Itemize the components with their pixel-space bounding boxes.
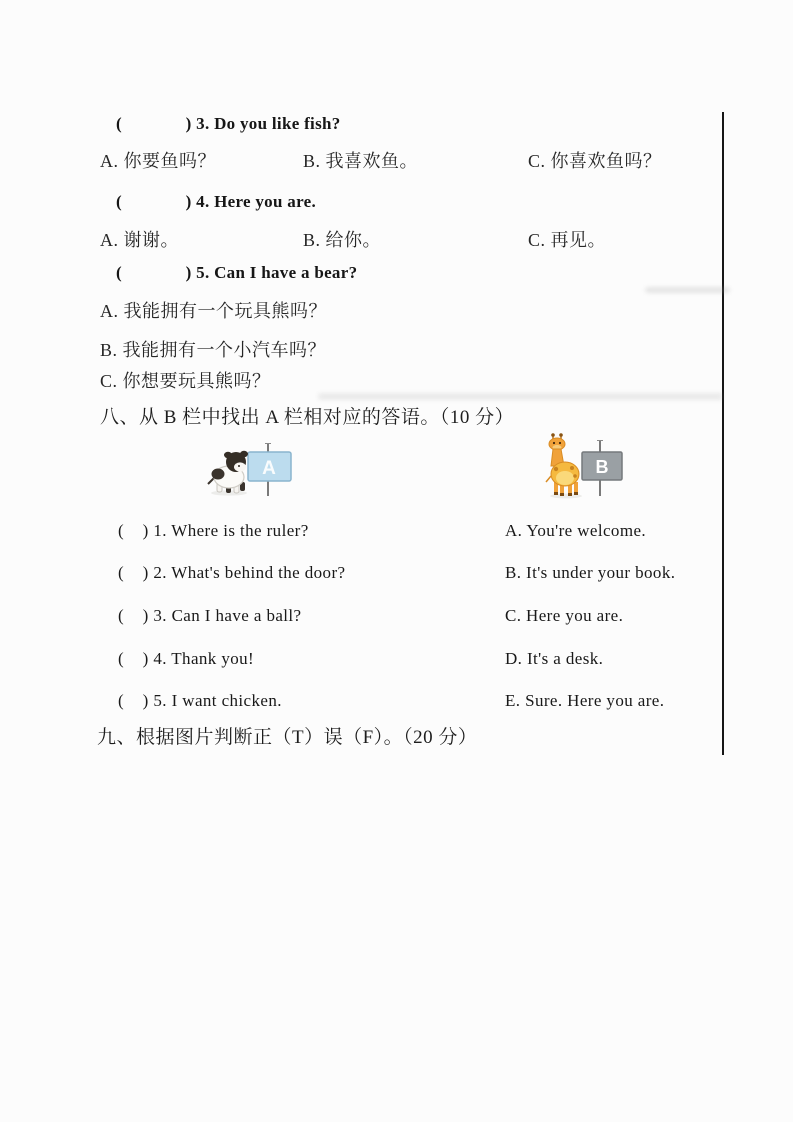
cow-icon (203, 441, 295, 499)
sign-letter-b: B (595, 457, 609, 477)
giraffe-with-sign-b-illustration (540, 432, 626, 505)
match-item-4-question: ( ) 4. Thank you! (118, 649, 255, 668)
question-5-option-c: C. 你想要玩具熊吗？ (100, 371, 271, 391)
match-item-3-question: ( ) 3. Can I have a ball? (118, 606, 302, 625)
match-item-5-question: ( ) 5. I want chicken. (118, 691, 282, 710)
page-edge-line (722, 112, 724, 755)
scan-artifact-smudge (318, 393, 723, 400)
section-9-heading: 九、根据图片判断正（T）误（F）。（20 分） (97, 727, 478, 748)
question-4-option-c: C. 再见。 (528, 230, 607, 250)
question-3-stem: ( ) 3. Do you like fish? (116, 114, 341, 133)
question-3-option-c: C. 你喜欢鱼吗？ (528, 151, 662, 171)
question-4-stem: ( ) 4. Here you are. (116, 192, 317, 211)
question-5-option-b: B. 我能拥有一个小汽车吗？ (100, 340, 327, 360)
match-item-1-question: ( ) 1. Where is the ruler? (118, 521, 309, 540)
match-item-2-answer: B. It's under your book. (505, 563, 676, 582)
question-3-option-b: B. 我喜欢鱼。 (303, 151, 419, 171)
question-4-option-a: A. 谢谢。 (100, 230, 179, 250)
match-item-2-question: ( ) 2. What's behind the door? (118, 563, 346, 582)
section-8-heading: 八、从 B 栏中找出 A 栏相对应的答语。（10 分） (100, 407, 515, 428)
question-3-option-a: A. 你要鱼吗？ (100, 151, 216, 171)
question-4-option-b: B. 给你。 (303, 230, 382, 250)
scan-artifact-smudge (645, 287, 730, 293)
question-5-stem: ( ) 5. Can I have a bear? (116, 263, 358, 282)
giraffe-icon (540, 432, 626, 500)
cow-with-sign-a-illustration (203, 441, 295, 504)
question-5-option-a: A. 我能拥有一个玩具熊吗？ (100, 301, 327, 321)
match-item-4-answer: D. It's a desk. (505, 649, 604, 668)
match-item-5-answer: E. Sure. Here you are. (505, 691, 665, 710)
match-item-1-answer: A. You're welcome. (505, 521, 647, 540)
sign-letter-a: A (262, 458, 276, 479)
match-item-3-answer: C. Here you are. (505, 606, 624, 625)
